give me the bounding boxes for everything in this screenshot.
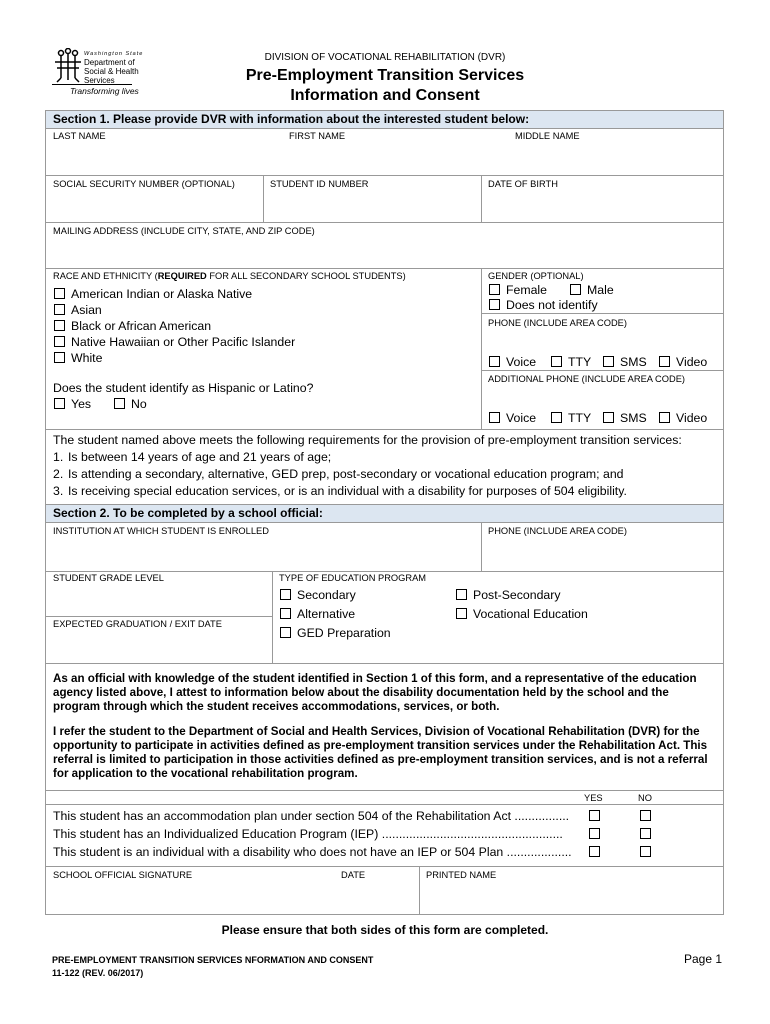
school-phone-label: PHONE (INCLUDE AREA CODE) — [488, 526, 627, 536]
phone-type-tty[interactable]: TTY — [551, 355, 591, 369]
phone-type-voice[interactable]: Voice — [489, 355, 536, 369]
yes-checkbox-icon[interactable] — [589, 828, 600, 839]
middle-name-label: MIDDLE NAME — [515, 131, 580, 141]
checkbox-icon[interactable] — [280, 627, 291, 638]
address-field[interactable] — [46, 236, 723, 268]
page-number: Page 1 — [684, 952, 723, 966]
addl-phone-type-tty[interactable]: TTY — [551, 411, 591, 425]
checkbox-icon[interactable] — [659, 356, 670, 367]
form-frame — [45, 110, 724, 915]
address-label: MAILING ADDRESS (INCLUDE CITY, STATE, AND ZIP CODE) — [53, 226, 315, 236]
yes-checkbox-icon[interactable] — [589, 846, 600, 857]
no-column-label: NO — [638, 793, 652, 803]
program-option[interactable]: GED Preparation — [280, 626, 391, 640]
program-type-label: TYPE OF EDUCATION PROGRAM — [279, 573, 427, 583]
requirement-item: 1. Is between 14 years of age and 21 years of age; — [53, 450, 332, 464]
checkbox-icon[interactable] — [280, 608, 291, 619]
referral-paragraph: I refer the student to the Department of Social and Health Services, Division of Vocational Rehabilitation (DVR) for the opportunity to participate in activities defined as pre-employment transition services under the Rehabilitation Act. This referral is limited to participation in those activities defined as pre-employment transition services, and is not a referral for application to the vocational rehabilitation program. — [53, 725, 708, 780]
graduation-label: EXPECTED GRADUATION / EXIT DATE — [53, 619, 222, 629]
program-option[interactable]: Vocational Education — [456, 607, 588, 621]
yes-checkbox-icon[interactable] — [589, 810, 600, 821]
first-name-label: FIRST NAME — [289, 131, 346, 141]
statement-iep: This student has an Individualized Education Program (IEP) ..................................................... — [53, 827, 563, 841]
footer-form-number: 11-122 (REV. 06/2017) — [52, 968, 144, 978]
completion-note: Please ensure that both sides of this form are completed. — [221, 923, 549, 937]
ssn-field[interactable] — [46, 189, 263, 222]
middle-name-field[interactable] — [508, 141, 723, 175]
form-title-line2: Information and Consent — [290, 87, 480, 104]
checkbox-icon[interactable] — [54, 398, 65, 409]
requirement-item: 3. Is receiving special education services, or is an individual with a disability for purposes of 504 eligibility. — [53, 484, 627, 498]
grade-level-field[interactable] — [46, 583, 272, 616]
student-id-field[interactable] — [264, 189, 481, 222]
checkbox-icon[interactable] — [603, 412, 614, 423]
no-checkbox-icon[interactable] — [640, 828, 651, 839]
institution-label: INSTITUTION AT WHICH STUDENT IS ENROLLED — [53, 526, 269, 536]
gender-label: GENDER (OPTIONAL) — [488, 271, 584, 281]
addl-phone-type-voice[interactable]: Voice — [489, 411, 536, 425]
phone-label: PHONE (INCLUDE AREA CODE) — [488, 318, 627, 328]
logo-tagline: Transforming lives — [70, 86, 139, 96]
grade-level-label: STUDENT GRADE LEVEL — [53, 573, 164, 583]
phone-type-video[interactable]: Video — [659, 355, 707, 369]
checkbox-icon[interactable] — [570, 284, 581, 295]
hispanic-no[interactable]: No — [114, 397, 147, 411]
checkbox-icon[interactable] — [489, 284, 500, 295]
signature-label: SCHOOL OFFICIAL SIGNATURE — [53, 870, 193, 880]
requirements-intro: The student named above meets the following requirements for the provision of pre-employment transition services: — [53, 433, 682, 447]
graduation-field[interactable] — [46, 629, 272, 663]
date-field[interactable] — [336, 881, 419, 914]
checkbox-icon[interactable] — [551, 412, 562, 423]
race-option[interactable]: Asian — [54, 303, 102, 317]
program-option[interactable]: Post-Secondary — [456, 588, 561, 602]
institution-field[interactable] — [46, 536, 481, 571]
checkbox-icon[interactable] — [54, 336, 65, 347]
gender-male[interactable]: Male — [570, 283, 614, 297]
checkbox-icon[interactable] — [489, 412, 500, 423]
checkbox-icon[interactable] — [489, 356, 500, 367]
school-phone-field[interactable] — [482, 536, 723, 571]
ssn-label: SOCIAL SECURITY NUMBER (OPTIONAL) — [53, 179, 235, 189]
form-footer — [52, 954, 373, 980]
checkbox-icon[interactable] — [54, 320, 65, 331]
first-name-field[interactable] — [282, 141, 508, 175]
additional-phone-label: ADDITIONAL PHONE (INCLUDE AREA CODE) — [488, 374, 685, 384]
checkbox-icon[interactable] — [114, 398, 125, 409]
hispanic-question: Does the student identify as Hispanic or Latino? — [53, 381, 314, 395]
checkbox-icon[interactable] — [659, 412, 670, 423]
statement-504: This student has an accommodation plan under section 504 of the Rehabilitation Act ................ — [53, 809, 570, 823]
section1-heading: Section 1. Please provide DVR with information about the interested student below: — [46, 111, 723, 128]
checkbox-icon[interactable] — [456, 608, 467, 619]
attestation-paragraph: As an official with knowledge of the student identified in Section 1 of this form, and a representative of the education agency listed above, I attest to information below about the disability documentation held by the school and the program through which the student receives accommodations, services, or both. — [53, 672, 697, 713]
dob-field[interactable] — [482, 189, 723, 222]
signature-field[interactable] — [46, 881, 336, 914]
checkbox-icon[interactable] — [456, 589, 467, 600]
phone-type-sms[interactable]: SMS — [603, 355, 647, 369]
checkbox-icon[interactable] — [54, 304, 65, 315]
dob-label: DATE OF BIRTH — [488, 179, 558, 189]
race-option[interactable]: Black or African American — [54, 319, 211, 333]
logo-state: Washington State — [84, 51, 144, 57]
checkbox-icon[interactable] — [280, 589, 291, 600]
printed-name-label: PRINTED NAME — [426, 870, 497, 880]
race-option[interactable]: White — [54, 351, 102, 365]
race-option[interactable]: Native Hawaiian or Other Pacific Islander — [54, 335, 295, 349]
requirement-item: 2. Is attending a secondary, alternative, GED prep, post-secondary or vocational education program; and — [53, 467, 624, 481]
no-checkbox-icon[interactable] — [640, 846, 651, 857]
gender-female[interactable]: Female — [489, 283, 547, 297]
addl-phone-type-sms[interactable]: SMS — [603, 411, 647, 425]
checkbox-icon[interactable] — [551, 356, 562, 367]
logo-agency: Department of Social & Health Services — [84, 58, 139, 85]
yes-column-label: YES — [584, 793, 603, 803]
student-id-label: STUDENT ID NUMBER — [270, 179, 369, 189]
form-title — [0, 66, 770, 106]
program-option[interactable]: Secondary — [280, 588, 356, 602]
checkbox-icon[interactable] — [603, 356, 614, 367]
race-option[interactable]: American Indian or Alaska Native — [54, 287, 252, 301]
checkbox-icon[interactable] — [54, 352, 65, 363]
program-option[interactable]: Alternative — [280, 607, 355, 621]
checkbox-icon[interactable] — [54, 288, 65, 299]
addl-phone-type-video[interactable]: Video — [659, 411, 707, 425]
last-name-field[interactable] — [46, 141, 282, 175]
printed-name-field[interactable] — [420, 881, 723, 914]
footer-form-title: PRE-EMPLOYMENT TRANSITION SERVICES NFORMATION AND CONSENT — [52, 955, 374, 965]
division-name: DIVISION OF VOCATIONAL REHABILITATION (DVR) — [264, 52, 506, 63]
race-label: RACE AND ETHNICITY (REQUIRED FOR ALL SECONDARY SCHOOL STUDENTS) — [53, 271, 406, 281]
no-checkbox-icon[interactable] — [640, 810, 651, 821]
hispanic-yes[interactable]: Yes — [54, 397, 91, 411]
gender-not-identify[interactable]: Does not identify — [489, 298, 598, 312]
date-label: DATE — [341, 870, 366, 880]
section2-heading: Section 2. To be completed by a school official: — [46, 505, 723, 522]
last-name-label: LAST NAME — [53, 131, 106, 141]
form-title-line1: Pre-Employment Transition Services — [245, 67, 525, 84]
checkbox-icon[interactable] — [489, 299, 500, 310]
statement-no-plan: This student is an individual with a disability who does not have an IEP or 504 Plan ................... — [53, 845, 572, 859]
